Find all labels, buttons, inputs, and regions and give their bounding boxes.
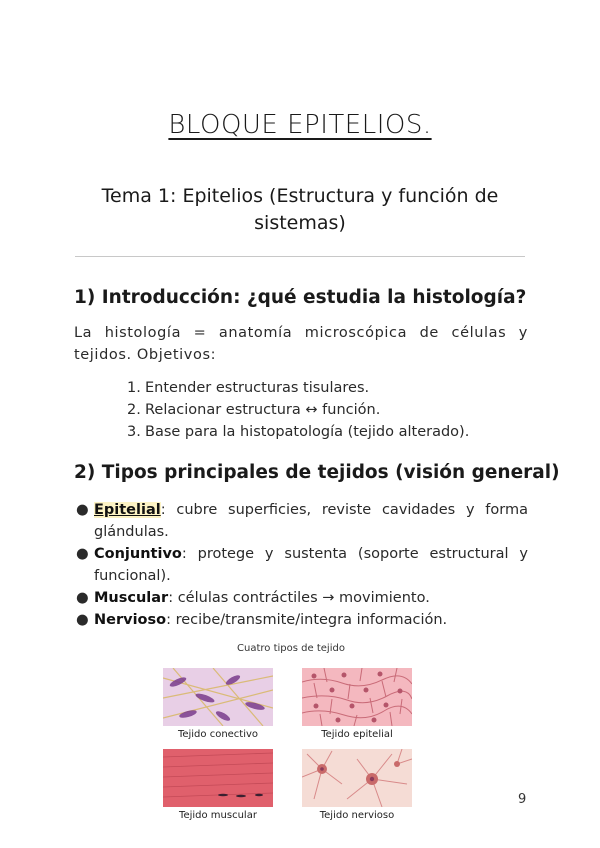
term-conjuntivo: Conjuntivo: [94, 546, 182, 562]
term-description: : protege y sustenta (soporte estructural y funcional).: [94, 546, 528, 584]
list-item: [127, 399, 469, 421]
list-item-conjuntivo: [74, 543, 528, 587]
topic-title-line-2: sistemas): [254, 212, 346, 234]
intro-paragraph: La histología = anatomía microscópica de células y tejidos. Objetivos:: [74, 325, 528, 363]
list-item: [127, 377, 469, 399]
connective-tissue-image: [163, 668, 273, 726]
list-item-nervioso: [74, 609, 528, 631]
nervous-tissue-image: [302, 749, 412, 807]
horizontal-divider: [75, 256, 525, 257]
list-number: 2.: [127, 402, 141, 418]
term-epitelial: Epitelial: [94, 502, 161, 518]
bullet-icon: ●: [76, 502, 89, 518]
term-muscular: Muscular: [94, 590, 169, 606]
bullet-icon: ●: [76, 590, 89, 606]
tissue-figure: [160, 643, 422, 828]
section-heading-tipos: 2) Tipos principales de tejidos (visión general): [74, 462, 560, 483]
caption-epitelial: Tejido epitelial: [321, 729, 393, 740]
list-item-epitelial: [74, 499, 528, 543]
list-item-text: Relacionar estructura ↔ función.: [145, 402, 381, 418]
term-description: : células contráctiles → movimiento.: [168, 590, 430, 606]
figure-title: Cuatro tipos de tejido: [237, 643, 345, 654]
tissue-types-list: [74, 499, 528, 631]
objectives-list: [127, 377, 469, 443]
page-number: 9: [518, 792, 527, 807]
list-item-text: Base para la histopatología (tejido alterado).: [145, 424, 470, 440]
block-title: BLOQUE EPITELIOS.: [168, 110, 432, 140]
section-heading-introduccion: 1) Introducción: ¿qué estudia la histología?: [74, 287, 527, 308]
list-number: 3.: [127, 424, 141, 440]
list-number: 1.: [127, 380, 141, 396]
bullet-icon: ●: [76, 612, 89, 628]
bullet-icon: ●: [76, 546, 89, 562]
list-item: [127, 421, 469, 443]
list-item-muscular: [74, 587, 528, 609]
muscle-tissue-image: [163, 749, 273, 807]
term-description: : cubre superficies, reviste cavidades y forma glándulas.: [94, 502, 528, 540]
term-description: : recibe/transmite/integra información.: [166, 612, 448, 628]
epithelial-tissue-image: [302, 668, 412, 726]
term-nervioso: Nervioso: [94, 612, 167, 628]
caption-muscular: Tejido muscular: [179, 810, 257, 821]
caption-nervioso: Tejido nervioso: [319, 810, 395, 821]
topic-title: [75, 183, 525, 237]
list-item-text: Entender estructuras tisulares.: [145, 380, 370, 396]
caption-conectivo: Tejido conectivo: [177, 729, 259, 740]
topic-title-line-1: Tema 1: Epitelios (Estructura y función de: [101, 185, 499, 207]
